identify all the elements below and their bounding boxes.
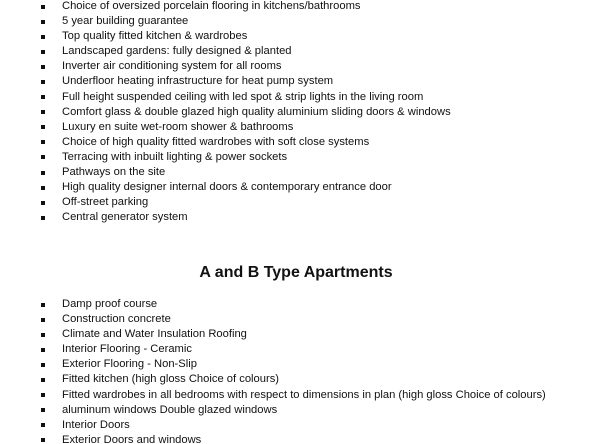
list-item-text: Full height suspended ceiling with led spot & strip lights in the living room	[62, 90, 424, 103]
square-bullet-icon	[41, 303, 45, 307]
list-item-text: Fitted wardrobes in all bedrooms with respect to dimensions in plan (high gloss Choice of colours)	[62, 388, 546, 401]
list-item	[0, 180, 592, 195]
square-bullet-icon	[41, 423, 45, 427]
list-item-text: Damp proof course	[62, 298, 158, 310]
list-item-text: Fitted kitchen (high gloss Choice of colours)	[62, 373, 280, 386]
list-item-text: 5 year building guarantee	[62, 15, 189, 28]
list-item	[0, 90, 592, 105]
list-item-text: Exterior Flooring - Non-Slip	[62, 358, 197, 371]
square-bullet-icon	[41, 378, 45, 382]
list-item	[0, 372, 592, 387]
square-bullet-icon	[41, 363, 45, 367]
list-item-text: Inverter air conditioning system for all rooms	[62, 60, 282, 73]
list-item	[0, 195, 592, 210]
list-item	[0, 150, 592, 165]
square-bullet-icon	[41, 125, 45, 129]
list-item-text: Exterior Doors and windows	[62, 433, 202, 444]
list-item-text: Comfort glass & double glazed high quality aluminium sliding doors & windows	[62, 105, 451, 118]
list-item-text: High quality designer internal doors & contemporary entrance door	[62, 181, 392, 194]
square-bullet-icon	[41, 155, 45, 159]
list-item	[0, 74, 592, 89]
list-item-text: Underfloor heating infrastructure for heat pump system	[62, 75, 334, 88]
list-item	[0, 44, 592, 59]
list-item	[0, 312, 592, 327]
square-bullet-icon	[41, 216, 45, 220]
list-item-text: Pathways on the site	[62, 166, 166, 179]
list-item	[0, 403, 592, 418]
square-bullet-icon	[41, 65, 45, 69]
list-item-text: Top quality fitted kitchen & wardrobes	[62, 30, 248, 43]
square-bullet-icon	[41, 186, 45, 190]
square-bullet-icon	[41, 408, 45, 412]
list-item-text: Construction concrete	[62, 313, 171, 326]
square-bullet-icon	[41, 348, 45, 352]
list-item	[0, 165, 592, 180]
list-item-text: Interior Flooring - Ceramic	[62, 343, 192, 356]
square-bullet-icon	[41, 95, 45, 99]
list-item-text: Off-street parking	[62, 196, 149, 209]
section-title: A and B Type Apartments	[199, 264, 393, 281]
list-item	[0, 105, 592, 120]
square-bullet-icon	[41, 201, 45, 205]
square-bullet-icon	[41, 333, 45, 337]
square-bullet-icon	[41, 50, 45, 54]
square-bullet-icon	[41, 80, 45, 84]
list-item	[0, 433, 592, 444]
list-item	[0, 29, 592, 44]
square-bullet-icon	[41, 110, 45, 114]
square-bullet-icon	[41, 171, 45, 175]
list-item	[0, 342, 592, 357]
list-item-text: aluminum windows Double glazed windows	[62, 403, 278, 416]
apartment-features-list	[0, 297, 592, 444]
list-item-text: Luxury en suite wet-room shower & bathrooms	[62, 120, 294, 133]
list-item-text: Interior Doors	[62, 418, 130, 431]
list-item	[0, 59, 592, 74]
list-item	[0, 14, 592, 29]
square-bullet-icon	[41, 318, 45, 322]
list-item	[0, 357, 592, 372]
list-item	[0, 210, 592, 225]
list-item	[0, 135, 592, 150]
square-bullet-icon	[41, 5, 45, 9]
list-item-text: Landscaped gardens: fully designed & planted	[62, 45, 292, 58]
square-bullet-icon	[41, 35, 45, 39]
list-item	[0, 327, 592, 342]
square-bullet-icon	[41, 140, 45, 144]
list-item	[0, 388, 592, 403]
list-item	[0, 0, 592, 14]
square-bullet-icon	[41, 20, 45, 24]
square-bullet-icon	[41, 393, 45, 397]
list-item-text: Climate and Water Insulation Roofing	[62, 328, 247, 341]
square-bullet-icon	[41, 438, 45, 442]
list-item	[0, 418, 592, 433]
list-item-text: Central generator system	[62, 211, 188, 224]
list-item	[0, 120, 592, 135]
list-item	[0, 297, 592, 312]
list-item-text: Terracing with inbuilt lighting & power sockets	[62, 150, 288, 163]
list-item-text: Choice of oversized porcelain flooring in kitchens/bathrooms	[62, 0, 361, 12]
list-item-text: Choice of high quality fitted wardrobes with soft close systems	[62, 135, 370, 148]
